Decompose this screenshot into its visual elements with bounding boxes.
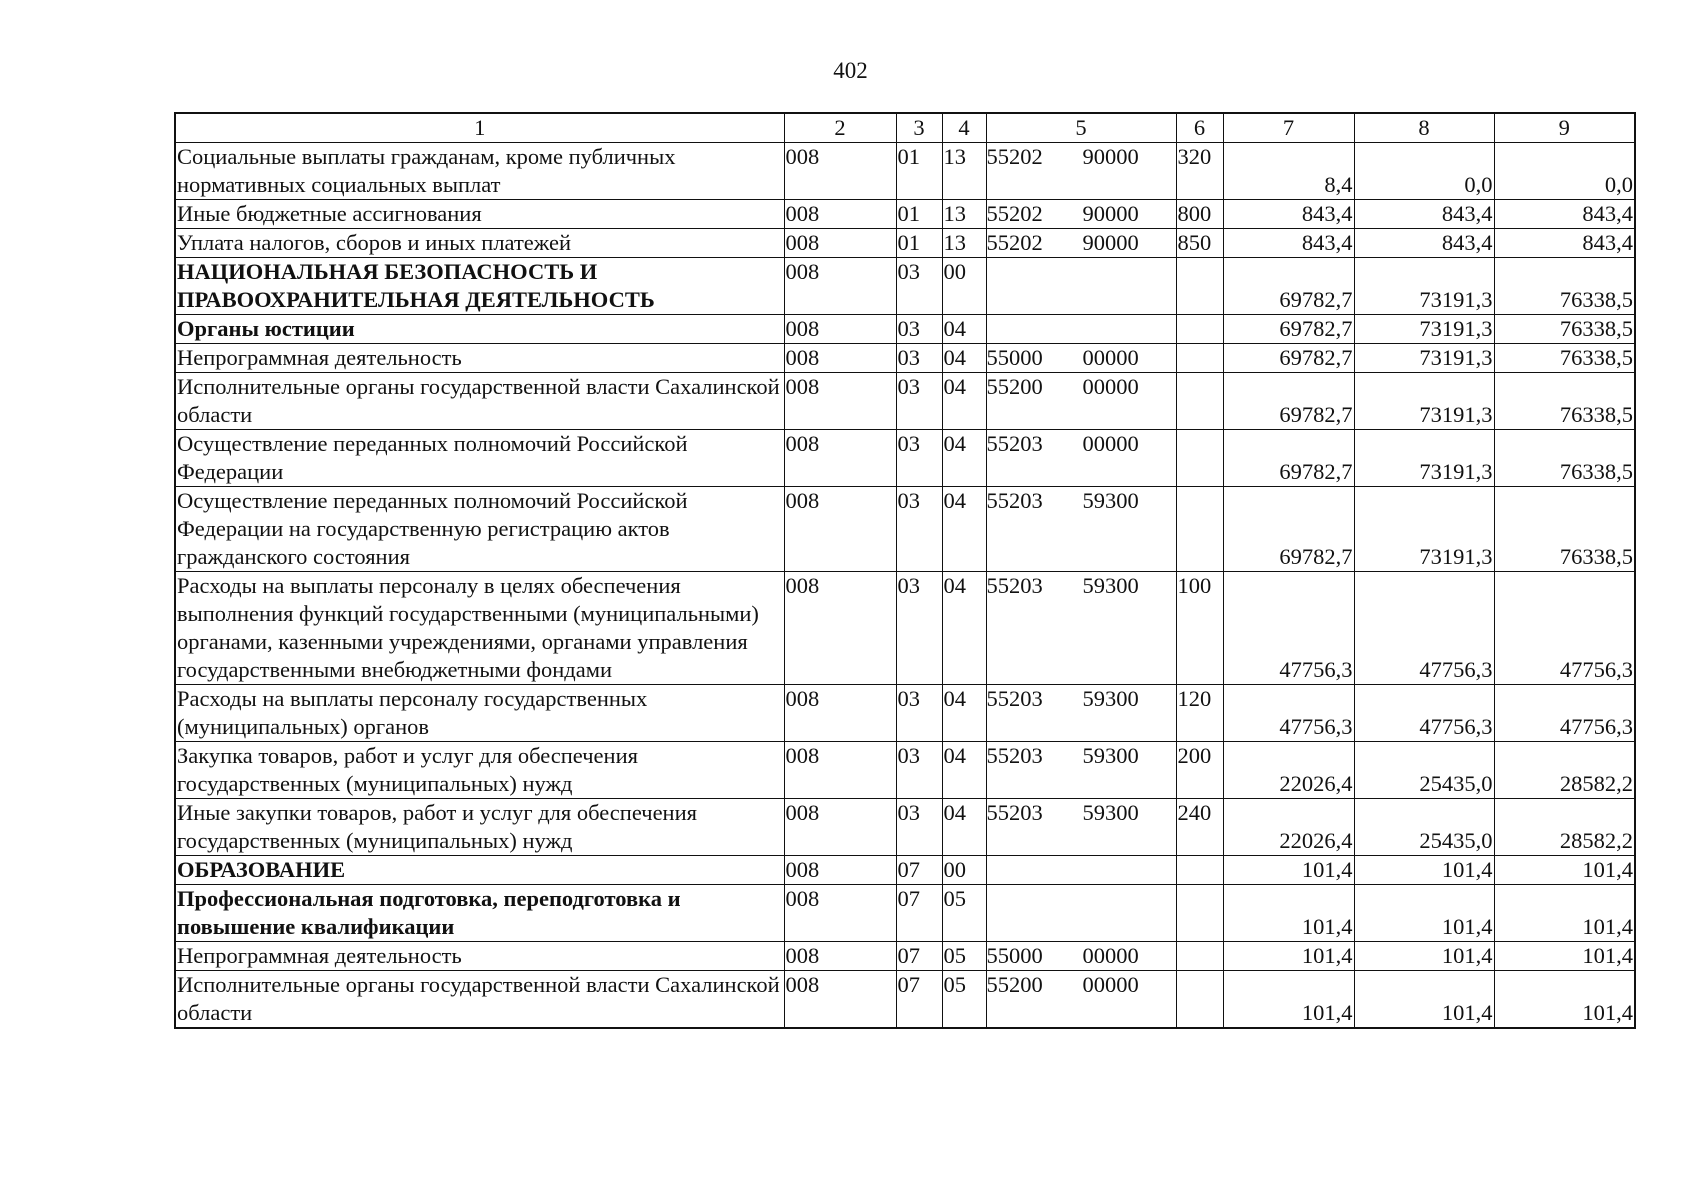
row-amount-year-2: 101,4 <box>1354 971 1494 1029</box>
row-target-article-direction: 90000 <box>1082 230 1139 255</box>
row-amount-year-1: 843,4 <box>1223 229 1354 258</box>
row-section-code: 03 <box>896 487 942 572</box>
row-ministry-code: 008 <box>784 487 896 572</box>
row-target-article-direction: 00000 <box>1082 345 1139 370</box>
row-target-article <box>986 344 1176 373</box>
row-target-article <box>986 430 1176 487</box>
row-ministry-code: 008 <box>784 344 896 373</box>
row-subsection-code: 13 <box>942 200 986 229</box>
row-target-article-direction: 00000 <box>1082 374 1139 399</box>
row-amount-year-3: 101,4 <box>1494 942 1635 971</box>
row-name: Иные бюджетные ассигнования <box>175 200 784 229</box>
row-amount-year-3: 76338,5 <box>1494 344 1635 373</box>
row-subsection-code: 04 <box>942 742 986 799</box>
table-row <box>175 430 1635 487</box>
table-row <box>175 344 1635 373</box>
row-amount-year-3: 47756,3 <box>1494 572 1635 685</box>
row-ministry-code: 008 <box>784 229 896 258</box>
row-name: Расходы на выплаты персоналу государственных (муниципальных) органов <box>175 685 784 742</box>
row-section-code: 03 <box>896 799 942 856</box>
header-cell: 4 <box>942 113 986 143</box>
row-amount-year-1: 47756,3 <box>1223 572 1354 685</box>
row-expense-type <box>1176 487 1223 572</box>
row-amount-year-1: 69782,7 <box>1223 487 1354 572</box>
row-name: Непрограммная деятельность <box>175 344 784 373</box>
row-name: Уплата налогов, сборов и иных платежей <box>175 229 784 258</box>
row-expense-type: 100 <box>1176 572 1223 685</box>
row-ministry-code: 008 <box>784 971 896 1029</box>
row-target-article-program: 55203 <box>986 686 1043 711</box>
row-amount-year-3: 28582,2 <box>1494 799 1635 856</box>
row-ministry-code: 008 <box>784 258 896 315</box>
row-name: Закупка товаров, работ и услуг для обеспечения государственных (муниципальных) нужд <box>175 742 784 799</box>
row-ministry-code: 008 <box>784 685 896 742</box>
row-amount-year-3: 76338,5 <box>1494 258 1635 315</box>
row-name: Осуществление переданных полномочий Российской Федерации на государственную регистрацию актов гражданского состояния <box>175 487 784 572</box>
row-subsection-code: 04 <box>942 373 986 430</box>
row-target-article <box>986 258 1176 315</box>
row-amount-year-1: 101,4 <box>1223 885 1354 942</box>
row-target-article-direction: 00000 <box>1082 943 1139 968</box>
row-section-code: 07 <box>896 856 942 885</box>
row-target-article-program: 55200 <box>986 972 1043 997</box>
row-amount-year-1: 22026,4 <box>1223 742 1354 799</box>
row-name: НАЦИОНАЛЬНАЯ БЕЗОПАСНОСТЬ И ПРАВООХРАНИТЕЛЬНАЯ ДЕЯТЕЛЬНОСТЬ <box>175 258 784 315</box>
row-subsection-code: 05 <box>942 971 986 1029</box>
table-row <box>175 200 1635 229</box>
row-target-article <box>986 143 1176 200</box>
row-target-article-direction: 59300 <box>1082 686 1139 711</box>
row-target-article-program: 55203 <box>986 743 1043 768</box>
row-amount-year-3: 843,4 <box>1494 200 1635 229</box>
row-amount-year-1: 69782,7 <box>1223 258 1354 315</box>
row-name: Профессиональная подготовка, переподготовка и повышение квалификации <box>175 885 784 942</box>
row-subsection-code: 13 <box>942 229 986 258</box>
row-subsection-code: 00 <box>942 856 986 885</box>
row-amount-year-3: 101,4 <box>1494 856 1635 885</box>
row-target-article-program: 55203 <box>986 488 1043 513</box>
row-amount-year-2: 47756,3 <box>1354 572 1494 685</box>
row-target-article-direction: 59300 <box>1082 800 1139 825</box>
row-amount-year-2: 0,0 <box>1354 143 1494 200</box>
row-name: Осуществление переданных полномочий Российской Федерации <box>175 430 784 487</box>
row-target-article <box>986 742 1176 799</box>
row-target-article-program: 55203 <box>986 573 1043 598</box>
row-expense-type: 240 <box>1176 799 1223 856</box>
row-amount-year-2: 25435,0 <box>1354 799 1494 856</box>
row-expense-type: 200 <box>1176 742 1223 799</box>
row-amount-year-2: 101,4 <box>1354 856 1494 885</box>
row-amount-year-2: 47756,3 <box>1354 685 1494 742</box>
row-subsection-code: 04 <box>942 572 986 685</box>
row-expense-type <box>1176 430 1223 487</box>
table-row <box>175 971 1635 1029</box>
row-amount-year-2: 101,4 <box>1354 885 1494 942</box>
row-target-article-program: 55202 <box>986 230 1043 255</box>
table-body <box>175 113 1635 1028</box>
row-section-code: 01 <box>896 200 942 229</box>
row-expense-type <box>1176 315 1223 344</box>
table-row <box>175 315 1635 344</box>
header-cell: 7 <box>1223 113 1354 143</box>
row-name: Исполнительные органы государственной власти Сахалинской области <box>175 373 784 430</box>
row-target-article-direction: 59300 <box>1082 488 1139 513</box>
header-cell: 8 <box>1354 113 1494 143</box>
row-amount-year-2: 73191,3 <box>1354 487 1494 572</box>
row-ministry-code: 008 <box>784 799 896 856</box>
row-section-code: 01 <box>896 229 942 258</box>
row-amount-year-2: 73191,3 <box>1354 315 1494 344</box>
row-subsection-code: 04 <box>942 315 986 344</box>
row-section-code: 03 <box>896 685 942 742</box>
row-expense-type <box>1176 971 1223 1029</box>
row-target-article-program: 55203 <box>986 431 1043 456</box>
row-target-article-program: 55202 <box>986 201 1043 226</box>
row-expense-type: 800 <box>1176 200 1223 229</box>
row-section-code: 01 <box>896 143 942 200</box>
row-ministry-code: 008 <box>784 143 896 200</box>
table-row <box>175 685 1635 742</box>
header-cell: 2 <box>784 113 896 143</box>
row-section-code: 07 <box>896 971 942 1029</box>
row-expense-type <box>1176 258 1223 315</box>
table-row <box>175 572 1635 685</box>
row-section-code: 07 <box>896 885 942 942</box>
row-subsection-code: 13 <box>942 143 986 200</box>
row-target-article-direction: 00000 <box>1082 431 1139 456</box>
row-amount-year-2: 73191,3 <box>1354 258 1494 315</box>
row-expense-type: 320 <box>1176 143 1223 200</box>
row-target-article-program: 55000 <box>986 943 1043 968</box>
row-target-article-direction: 59300 <box>1082 743 1139 768</box>
row-amount-year-1: 69782,7 <box>1223 315 1354 344</box>
row-target-article <box>986 799 1176 856</box>
row-ministry-code: 008 <box>784 200 896 229</box>
row-subsection-code: 05 <box>942 885 986 942</box>
row-subsection-code: 04 <box>942 487 986 572</box>
row-amount-year-2: 73191,3 <box>1354 430 1494 487</box>
row-ministry-code: 008 <box>784 856 896 885</box>
row-amount-year-1: 69782,7 <box>1223 373 1354 430</box>
row-amount-year-3: 76338,5 <box>1494 373 1635 430</box>
row-ministry-code: 008 <box>784 430 896 487</box>
row-section-code: 03 <box>896 373 942 430</box>
row-name: Расходы на выплаты персоналу в целях обеспечения выполнения функций государственными (муниципальными) органами, казенными учреждениями, органами управления государственными внебюджетными фондами <box>175 572 784 685</box>
row-subsection-code: 04 <box>942 430 986 487</box>
row-section-code: 07 <box>896 942 942 971</box>
row-expense-type: 120 <box>1176 685 1223 742</box>
row-target-article <box>986 885 1176 942</box>
row-section-code: 03 <box>896 742 942 799</box>
row-amount-year-2: 25435,0 <box>1354 742 1494 799</box>
table-row <box>175 258 1635 315</box>
row-amount-year-1: 101,4 <box>1223 971 1354 1029</box>
row-amount-year-3: 28582,2 <box>1494 742 1635 799</box>
table-row <box>175 229 1635 258</box>
row-amount-year-1: 843,4 <box>1223 200 1354 229</box>
row-ministry-code: 008 <box>784 942 896 971</box>
row-amount-year-1: 69782,7 <box>1223 430 1354 487</box>
table-row <box>175 942 1635 971</box>
row-name: ОБРАЗОВАНИЕ <box>175 856 784 885</box>
row-amount-year-1: 101,4 <box>1223 942 1354 971</box>
header-row <box>175 113 1635 143</box>
row-amount-year-3: 843,4 <box>1494 229 1635 258</box>
row-amount-year-2: 843,4 <box>1354 229 1494 258</box>
header-cell: 5 <box>986 113 1176 143</box>
row-expense-type <box>1176 942 1223 971</box>
row-expense-type <box>1176 856 1223 885</box>
row-amount-year-3: 76338,5 <box>1494 315 1635 344</box>
row-expense-type: 850 <box>1176 229 1223 258</box>
row-target-article <box>986 971 1176 1029</box>
row-expense-type <box>1176 344 1223 373</box>
row-target-article <box>986 315 1176 344</box>
row-ministry-code: 008 <box>784 885 896 942</box>
table-row <box>175 373 1635 430</box>
row-expense-type <box>1176 373 1223 430</box>
row-expense-type <box>1176 885 1223 942</box>
row-amount-year-3: 47756,3 <box>1494 685 1635 742</box>
row-amount-year-2: 843,4 <box>1354 200 1494 229</box>
row-ministry-code: 008 <box>784 315 896 344</box>
row-amount-year-2: 101,4 <box>1354 942 1494 971</box>
row-target-article-direction: 59300 <box>1082 573 1139 598</box>
header-cell: 6 <box>1176 113 1223 143</box>
row-amount-year-1: 47756,3 <box>1223 685 1354 742</box>
row-target-article <box>986 685 1176 742</box>
row-name: Социальные выплаты гражданам, кроме публичных нормативных социальных выплат <box>175 143 784 200</box>
row-amount-year-3: 101,4 <box>1494 885 1635 942</box>
page-number: 402 <box>833 58 868 83</box>
row-amount-year-2: 73191,3 <box>1354 373 1494 430</box>
row-target-article-program: 55203 <box>986 800 1043 825</box>
header-cell: 9 <box>1494 113 1635 143</box>
row-subsection-code: 04 <box>942 344 986 373</box>
table-row <box>175 799 1635 856</box>
row-name: Исполнительные органы государственной власти Сахалинской области <box>175 971 784 1029</box>
row-target-article-program: 55202 <box>986 144 1043 169</box>
row-subsection-code: 00 <box>942 258 986 315</box>
row-target-article-direction: 00000 <box>1082 972 1139 997</box>
row-target-article <box>986 229 1176 258</box>
row-ministry-code: 008 <box>784 373 896 430</box>
row-amount-year-3: 76338,5 <box>1494 487 1635 572</box>
row-target-article <box>986 373 1176 430</box>
row-target-article <box>986 572 1176 685</box>
row-section-code: 03 <box>896 315 942 344</box>
row-amount-year-1: 101,4 <box>1223 856 1354 885</box>
row-amount-year-3: 101,4 <box>1494 971 1635 1029</box>
table-row <box>175 487 1635 572</box>
row-subsection-code: 04 <box>942 685 986 742</box>
row-amount-year-3: 76338,5 <box>1494 430 1635 487</box>
table-row <box>175 856 1635 885</box>
header-cell: 1 <box>175 113 784 143</box>
row-target-article-direction: 90000 <box>1082 201 1139 226</box>
row-amount-year-1: 8,4 <box>1223 143 1354 200</box>
row-section-code: 03 <box>896 344 942 373</box>
row-target-article <box>986 942 1176 971</box>
row-amount-year-1: 69782,7 <box>1223 344 1354 373</box>
row-ministry-code: 008 <box>784 742 896 799</box>
row-ministry-code: 008 <box>784 572 896 685</box>
header-cell: 3 <box>896 113 942 143</box>
row-section-code: 03 <box>896 258 942 315</box>
row-target-article-program: 55000 <box>986 345 1043 370</box>
table-row <box>175 742 1635 799</box>
table-row <box>175 143 1635 200</box>
row-amount-year-2: 73191,3 <box>1354 344 1494 373</box>
row-target-article <box>986 487 1176 572</box>
row-target-article-program: 55200 <box>986 374 1043 399</box>
row-section-code: 03 <box>896 572 942 685</box>
row-target-article-direction: 90000 <box>1082 144 1139 169</box>
row-subsection-code: 04 <box>942 799 986 856</box>
budget-table <box>174 112 1636 1029</box>
row-section-code: 03 <box>896 430 942 487</box>
row-target-article <box>986 200 1176 229</box>
row-name: Органы юстиции <box>175 315 784 344</box>
row-amount-year-1: 22026,4 <box>1223 799 1354 856</box>
row-amount-year-3: 0,0 <box>1494 143 1635 200</box>
row-name: Непрограммная деятельность <box>175 942 784 971</box>
row-name: Иные закупки товаров, работ и услуг для обеспечения государственных (муниципальных) нужд <box>175 799 784 856</box>
table-row <box>175 885 1635 942</box>
row-target-article <box>986 856 1176 885</box>
row-subsection-code: 05 <box>942 942 986 971</box>
